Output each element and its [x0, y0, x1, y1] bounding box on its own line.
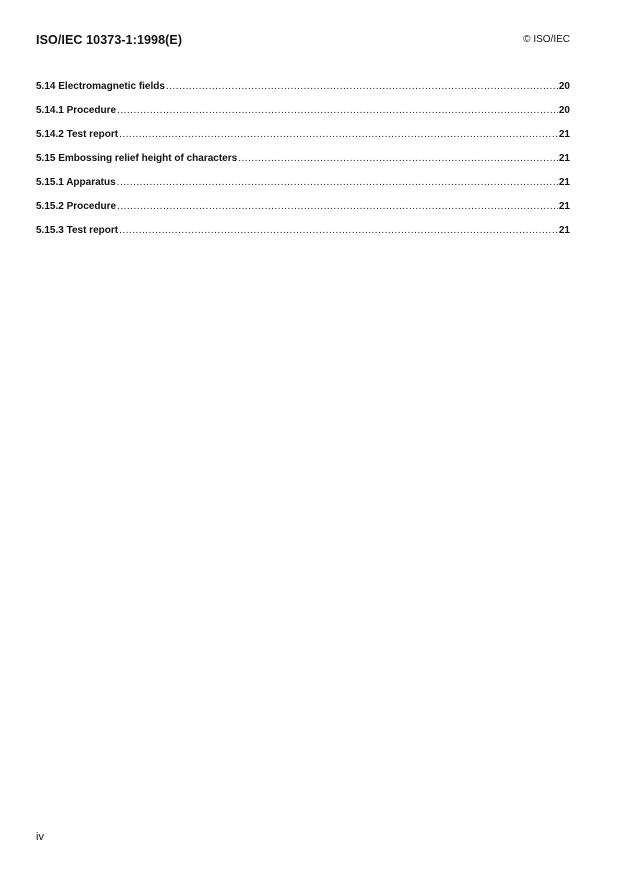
toc-leader-dots — [117, 105, 558, 116]
toc-entry-label: 5.15.2 Procedure — [36, 201, 117, 212]
toc-entry-label: 5.15 Embossing relief height of characters — [36, 153, 238, 164]
toc-entry-page: 21 — [558, 201, 570, 212]
page-number: iv — [36, 831, 44, 843]
toc-entry-label: 5.14.1 Procedure — [36, 105, 117, 116]
toc-entry[interactable] — [36, 201, 570, 225]
toc-leader-dots — [119, 129, 558, 140]
toc-entry-page: 21 — [558, 177, 570, 188]
table-of-contents — [36, 81, 570, 249]
toc-entry-label: 5.14.2 Test report — [36, 129, 119, 140]
toc-leader-dots — [238, 153, 558, 164]
toc-entry-page: 20 — [558, 81, 570, 92]
toc-leader-dots — [119, 225, 558, 236]
toc-entry[interactable] — [36, 81, 570, 105]
toc-entry[interactable] — [36, 153, 570, 177]
toc-entry-label: 5.15.1 Apparatus — [36, 177, 116, 188]
toc-leader-dots — [166, 81, 558, 92]
toc-leader-dots — [117, 201, 558, 212]
toc-entry-page: 20 — [558, 105, 570, 116]
toc-entry[interactable] — [36, 105, 570, 129]
toc-entry-label: 5.15.3 Test report — [36, 225, 119, 236]
toc-entry-page: 21 — [558, 153, 570, 164]
toc-entry-page: 21 — [558, 225, 570, 236]
document-id: ISO/IEC 10373-1:1998(E) — [36, 33, 183, 47]
toc-entry-label: 5.14 Electromagnetic fields — [36, 81, 165, 92]
toc-entry-page: 21 — [558, 129, 570, 140]
toc-leader-dots — [117, 177, 558, 188]
toc-entry[interactable] — [36, 129, 570, 153]
copyright-notice: © ISO/IEC — [523, 34, 570, 45]
toc-entry[interactable] — [36, 225, 570, 249]
toc-entry[interactable] — [36, 177, 570, 201]
